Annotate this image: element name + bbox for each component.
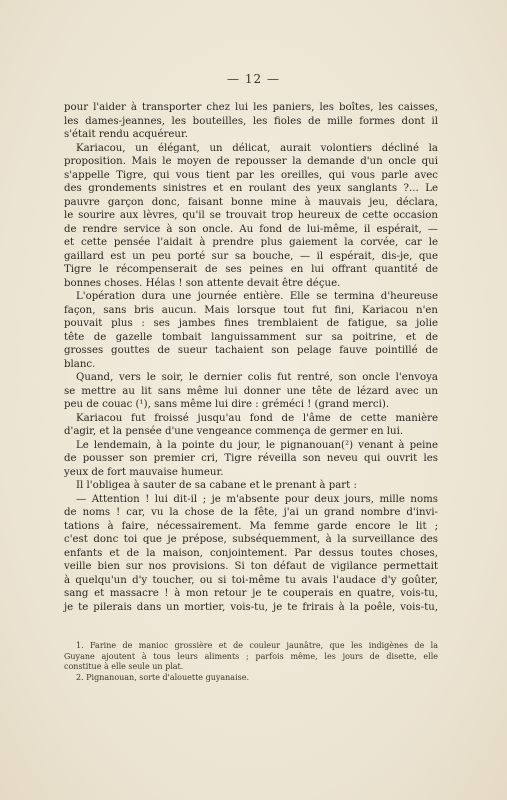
- text-line: de noms ! car, vu la chose de la fête, j'ai un grand nombre d'invi-: [64, 507, 438, 518]
- footnote-line: 1. Farine de manioc grossière et de couleur jaunâtre, que les indigènes de la: [76, 641, 438, 650]
- text-line: L'opération dura une journée entière. Elle se termina d'heureuse: [76, 291, 438, 302]
- text-line: enfants et de la maison, conjointement. Par dessus toutes choses,: [64, 547, 438, 559]
- text-line: façon, sans bris aucun. Mais lorsque tout fut fini, Kariacou n'en: [64, 304, 438, 316]
- body-text: [64, 101, 438, 614]
- text-line: s'appelle Tigre, qui vous tient par les oreilles, qui vous parle avec: [64, 169, 438, 181]
- text-line: Kariacou, un élégant, un délicat, aurait volontiers décliné la: [76, 142, 438, 154]
- text-line: se mettre au lit sans même lui donner une tête de lézard avec un: [64, 385, 438, 397]
- text-line: le sourire aux lèvres, qu'il se trouvait trop heureux de cette occasion: [64, 210, 438, 221]
- text-line: sang et massacre ! à mon retour je te couperais en quatre, vois-tu,: [64, 588, 438, 599]
- text-line: des grondements sinistres et en roulant des yeux sanglants ?... Le: [64, 183, 438, 194]
- text-line: grosses gouttes de sueur tachaient son pelage fauve pointillé de: [64, 345, 438, 356]
- text-line: — Attention ! lui dit-il ; je m'absente pour deux jours, mille noms: [76, 493, 438, 505]
- text-line: peu de couac (¹), sans même lui dire : gréméci ! (grand merci).: [64, 399, 390, 410]
- text-line: Kariacou fut froissé jusqu'au fond de l'âme de cette manière: [76, 412, 438, 424]
- footnotes: [64, 641, 438, 683]
- text-line: Quand, vers le soir, le dernier colis fut rentré, son oncle l'envoya: [76, 372, 438, 383]
- text-line: tête de gazelle tombait languissamment sur sa poitrine, et de: [64, 331, 438, 343]
- text-line: Il l'obligea à sauter de sa cabane et le prenant à part :: [76, 480, 357, 491]
- text-line: je te pilerais dans un mortier, vois-tu, je te frirais à la poêle, vois-tu,: [64, 601, 438, 613]
- text-line: de pousser son premier cri, Tigre réveilla son neveu qui ouvrit les: [64, 453, 438, 464]
- text-line: pour l'aider à transporter chez lui les paniers, les boîtes, les caisses,: [64, 102, 438, 113]
- footnote-line: Guyane ajoutent à tous leurs aliments ; parfois même, les jours de disette, elle: [64, 651, 438, 661]
- text-line: et cette pensée l'aidait à prendre plus gaiement la corvée, car le: [64, 237, 438, 248]
- text-line: veille bien sur nos provisions. Si ton défaut de vigilance permettait: [64, 561, 438, 572]
- text-line: pouvait plus : ses jambes fines tremblaient de fatigue, sa jolie: [64, 318, 438, 329]
- text-line: yeux de fort mauvaise humeur.: [64, 466, 224, 478]
- text-line: Le lendemain, à la pointe du jour, le pignanouan(²) venant à peine: [76, 439, 438, 451]
- page-number: — 12 —: [227, 72, 280, 86]
- text-line: les dames-jeannes, les bouteilles, les fioles de mille formes dont il: [64, 115, 438, 127]
- text-line: Tigre le récompenserait de ses peines en lui offrant quantité de: [64, 264, 438, 275]
- text-line: blanc.: [64, 358, 96, 370]
- footnote-line: 2. Pignanouan, sorte d'alouette guyanaise.: [76, 672, 250, 682]
- text-line: c'est donc toi que je prépose, subséquemment, à la surveillance des: [64, 534, 438, 545]
- text-line: gaillard est un peu porté sur sa bouche, — il espérait, dis-je, que: [64, 250, 438, 262]
- text-line: d'agir, et la pensée d'une vengeance commença de germer en lui.: [64, 426, 404, 437]
- text-line: bonnes choses. Hélas ! son attente devait être déçue.: [64, 277, 341, 289]
- text-line: tations à faire, nécessairement. Ma femme garde encore le lit ;: [64, 520, 438, 532]
- text-line: de rendre service à son oncle. Au fond de lui-même, il espérait, —: [64, 223, 438, 235]
- footnote-line: constitue à elle seule un plat.: [64, 662, 184, 671]
- text-line: pauvre garçon donc, faisant bonne mine à mauvais jeu, déclara,: [64, 196, 438, 208]
- text-line: s'était rendu acquéreur.: [64, 129, 188, 140]
- text-line: à quelqu'un d'y toucher, ou si toi-même tu avais l'audace d'y goûter,: [64, 574, 438, 586]
- text-line: proposition. Mais le moyen de repousser la demande d'un oncle qui: [64, 156, 438, 167]
